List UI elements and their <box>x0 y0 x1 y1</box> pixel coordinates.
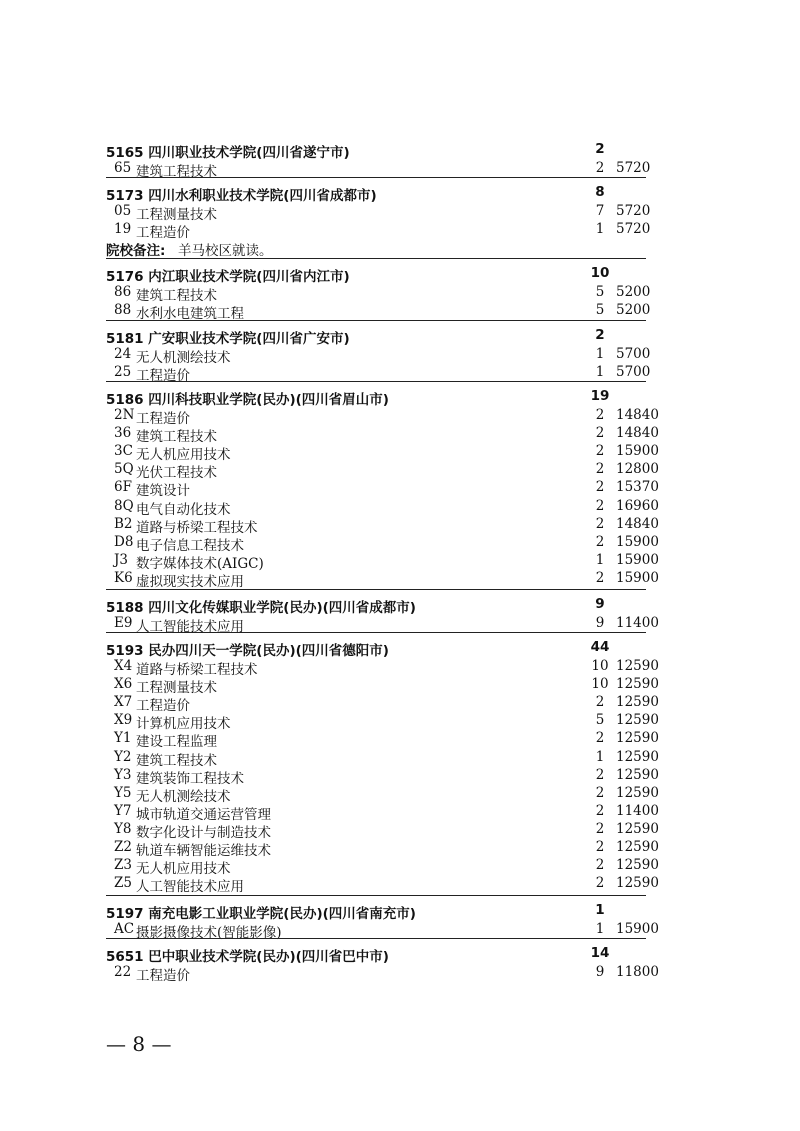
major-code: Z2 <box>114 839 132 855</box>
major-row <box>106 551 666 572</box>
school-header <box>106 264 646 284</box>
major-tuition: 11400 <box>616 802 659 819</box>
major-tuition: 12590 <box>616 658 659 674</box>
major-code: 3C <box>114 443 133 460</box>
major-code: AC <box>114 921 135 937</box>
major-code: X4 <box>114 658 133 674</box>
major-code: Y7 <box>114 802 132 819</box>
school-total-plan: 8 <box>595 184 605 200</box>
school-header <box>106 901 646 921</box>
major-name: 数字媒体技术(AIGC) <box>136 555 264 572</box>
major-plan: 1 <box>595 364 605 381</box>
major-code: 8Q <box>114 497 134 514</box>
remark-label: 院校备注: <box>106 243 166 260</box>
major-tuition: 11400 <box>616 615 659 631</box>
school-total-plan: 1 <box>595 902 605 918</box>
major-row <box>106 497 666 518</box>
major-row <box>106 442 666 464</box>
major-name: 道路与桥梁工程技术 <box>136 519 258 536</box>
school-name: 5193 民办四川天一学院(民办)(四川省德阳市) <box>106 643 389 659</box>
major-row <box>106 838 666 859</box>
major-plan: 2 <box>595 569 605 586</box>
major-tuition: 16960 <box>616 497 659 514</box>
school-total-plan: 14 <box>590 945 610 961</box>
major-tuition: 5720 <box>616 160 651 176</box>
major-name: 虚拟现实技术应用 <box>136 573 244 590</box>
major-row <box>106 693 666 715</box>
major-tuition: 12590 <box>616 676 659 693</box>
major-plan: 2 <box>595 425 605 442</box>
school-name: 5197 南充电影工业职业学院(民办)(四川省南充市) <box>106 906 416 922</box>
school-name: 5181 广安职业技术学院(四川省广安市) <box>106 331 350 347</box>
major-tuition: 15900 <box>616 921 659 937</box>
major-code: K6 <box>114 569 133 586</box>
major-row <box>106 802 666 823</box>
major-tuition: 11800 <box>616 964 659 980</box>
major-row <box>106 748 666 769</box>
major-tuition: 12590 <box>616 694 659 711</box>
major-row <box>106 675 666 697</box>
school-name: 5188 四川文化传媒职业学院(民办)(四川省成都市) <box>106 600 416 616</box>
major-tuition: 5200 <box>616 302 651 319</box>
major-code: 65 <box>114 160 132 176</box>
major-plan: 2 <box>595 160 605 176</box>
major-code: 88 <box>114 302 132 319</box>
major-name: 建筑设计 <box>136 483 190 500</box>
major-name: 无人机测绘技术 <box>136 350 231 366</box>
major-tuition: 14840 <box>616 515 659 532</box>
remark-text: 羊马校区就读。 <box>178 243 273 260</box>
major-plan: 2 <box>595 515 605 532</box>
school-divider <box>106 938 646 939</box>
major-plan: 5 <box>595 302 605 319</box>
major-name: 计算机应用技术 <box>136 716 231 733</box>
major-name: 建筑工程技术 <box>136 752 217 769</box>
major-name: 无人机测绘技术 <box>136 788 231 805</box>
major-plan: 2 <box>595 784 605 801</box>
major-row <box>106 301 666 323</box>
major-code: 05 <box>114 203 132 219</box>
major-row <box>106 460 666 482</box>
major-row <box>106 569 666 590</box>
major-plan: 2 <box>595 857 605 874</box>
major-row <box>106 856 666 878</box>
major-name: 工程造价 <box>136 411 190 427</box>
major-tuition: 5700 <box>616 364 651 381</box>
major-code: 6F <box>114 479 132 496</box>
major-plan: 5 <box>595 284 605 300</box>
major-plan: 2 <box>595 820 605 837</box>
major-plan: 2 <box>595 694 605 711</box>
major-row <box>106 363 666 385</box>
major-plan: 7 <box>595 203 605 219</box>
major-row <box>106 345 666 366</box>
major-code: Y5 <box>114 784 132 801</box>
school-header <box>106 140 646 160</box>
major-code: 2N <box>114 407 135 423</box>
major-plan: 1 <box>595 221 605 238</box>
major-plan: 5 <box>595 712 605 729</box>
major-plan: 2 <box>595 497 605 514</box>
school-total-plan: 2 <box>595 327 605 343</box>
major-tuition: 12590 <box>616 784 659 801</box>
major-tuition: 12590 <box>616 748 659 765</box>
major-code: 24 <box>114 346 132 362</box>
major-plan: 1 <box>595 346 605 362</box>
major-code: Y1 <box>114 730 132 747</box>
major-row <box>106 920 666 941</box>
major-plan: 2 <box>595 407 605 423</box>
major-tuition: 12590 <box>616 820 659 837</box>
major-code: 19 <box>114 221 132 238</box>
major-row <box>106 614 666 635</box>
school-total-plan: 19 <box>590 388 610 404</box>
major-name: 数字化设计与制造技术 <box>136 824 271 841</box>
major-tuition: 14840 <box>616 407 659 423</box>
school-total-plan: 44 <box>590 639 610 655</box>
major-code: X9 <box>114 712 133 729</box>
major-name: 建筑工程技术 <box>136 164 217 180</box>
major-code: Y2 <box>114 748 132 765</box>
major-code: 22 <box>114 964 132 980</box>
major-plan: 2 <box>595 479 605 496</box>
major-code: Y3 <box>114 766 132 783</box>
major-name: 建筑装饰工程技术 <box>136 770 244 787</box>
major-name: 道路与桥梁工程技术 <box>136 662 258 678</box>
major-name: 摄影摄像技术(智能影像) <box>136 925 282 941</box>
major-tuition: 12590 <box>616 712 659 729</box>
major-row <box>106 406 666 427</box>
school-total-plan: 9 <box>595 596 605 612</box>
major-code: J3 <box>114 551 129 568</box>
major-name: 工程造价 <box>136 225 190 242</box>
school-remark <box>106 238 646 260</box>
major-name: 工程造价 <box>136 368 190 385</box>
major-code: X7 <box>114 694 133 711</box>
major-row <box>106 515 666 536</box>
major-plan: 2 <box>595 766 605 783</box>
major-code: 86 <box>114 284 132 300</box>
major-code: 25 <box>114 364 132 381</box>
major-code: Y8 <box>114 820 132 837</box>
major-tuition: 5700 <box>616 346 651 362</box>
major-row <box>106 283 666 304</box>
major-row <box>106 424 666 446</box>
school-header <box>106 183 646 203</box>
major-row <box>106 820 666 841</box>
major-code: E9 <box>114 615 133 631</box>
major-code: X6 <box>114 676 133 693</box>
major-plan: 1 <box>595 921 605 937</box>
major-name: 工程造价 <box>136 698 190 715</box>
school-name: 5165 四川职业技术学院(四川省遂宁市) <box>106 145 350 161</box>
major-tuition: 15900 <box>616 551 659 568</box>
school-total-plan: 10 <box>590 265 610 281</box>
major-name: 工程造价 <box>136 968 190 984</box>
major-code: Z5 <box>114 875 132 892</box>
major-plan: 2 <box>595 802 605 819</box>
school-divider <box>106 177 646 178</box>
major-tuition: 12590 <box>616 857 659 874</box>
school-divider <box>106 381 646 382</box>
major-name: 工程测量技术 <box>136 680 217 697</box>
major-name: 电气自动化技术 <box>136 501 231 518</box>
major-name: 人工智能技术应用 <box>136 879 244 896</box>
major-name: 电子信息工程技术 <box>136 537 244 554</box>
major-tuition: 15370 <box>616 479 659 496</box>
major-tuition: 15900 <box>616 569 659 586</box>
major-plan: 9 <box>595 615 605 631</box>
major-row <box>106 874 666 896</box>
major-plan: 10 <box>591 676 609 693</box>
major-tuition: 14840 <box>616 425 659 442</box>
major-tuition: 12590 <box>616 839 659 855</box>
major-name: 无人机应用技术 <box>136 861 231 878</box>
school-divider <box>106 589 646 590</box>
school-divider <box>106 632 646 633</box>
major-name: 建筑工程技术 <box>136 288 217 304</box>
school-name: 5186 四川科技职业学院(民办)(四川省眉山市) <box>106 392 389 408</box>
school-header <box>106 387 646 407</box>
major-row <box>106 963 666 984</box>
major-row <box>106 159 666 180</box>
school-total-plan: 2 <box>595 141 605 157</box>
major-name: 建筑工程技术 <box>136 429 217 446</box>
major-row <box>106 657 666 678</box>
major-row <box>106 202 666 223</box>
page-number: — 8 — <box>106 1032 172 1056</box>
major-code: Z3 <box>114 857 132 874</box>
major-tuition: 5720 <box>616 221 651 238</box>
major-plan: 2 <box>595 730 605 747</box>
major-tuition: 5720 <box>616 203 651 219</box>
school-divider <box>106 320 646 321</box>
major-plan: 2 <box>595 875 605 892</box>
major-plan: 9 <box>595 964 605 980</box>
major-plan: 2 <box>595 533 605 550</box>
major-name: 工程测量技术 <box>136 207 217 223</box>
school-header <box>106 638 646 658</box>
major-code: 36 <box>114 425 132 442</box>
school-header <box>106 595 646 615</box>
major-tuition: 5200 <box>616 284 651 300</box>
major-code: B2 <box>114 515 133 532</box>
major-plan: 10 <box>591 658 609 674</box>
major-name: 光伏工程技术 <box>136 465 217 482</box>
school-name: 5176 内江职业技术学院(四川省内江市) <box>106 269 350 285</box>
major-row <box>106 478 666 500</box>
major-name: 轨道车辆智能运维技术 <box>136 843 271 859</box>
school-header <box>106 944 646 964</box>
major-plan: 2 <box>595 461 605 478</box>
major-row <box>106 220 666 242</box>
major-row <box>106 784 666 805</box>
major-tuition: 15900 <box>616 533 659 550</box>
major-name: 城市轨道交通运营管理 <box>136 806 271 823</box>
school-name: 5651 巴中职业技术学院(民办)(四川省巴中市) <box>106 949 389 965</box>
major-plan: 2 <box>595 839 605 855</box>
major-plan: 2 <box>595 443 605 460</box>
major-code: D8 <box>114 533 134 550</box>
major-row <box>106 729 666 751</box>
major-tuition: 12800 <box>616 461 659 478</box>
major-row <box>106 533 666 554</box>
major-name: 无人机应用技术 <box>136 447 231 464</box>
major-plan: 1 <box>595 551 605 568</box>
major-name: 人工智能技术应用 <box>136 619 244 635</box>
school-header <box>106 326 646 346</box>
major-row <box>106 766 666 787</box>
school-name: 5173 四川水利职业技术学院(四川省成都市) <box>106 188 377 204</box>
major-name: 建设工程监理 <box>136 734 217 751</box>
major-tuition: 12590 <box>616 730 659 747</box>
school-divider <box>106 895 646 896</box>
major-tuition: 12590 <box>616 875 659 892</box>
major-name: 水利水电建筑工程 <box>136 306 244 323</box>
major-row <box>106 711 666 733</box>
major-tuition: 12590 <box>616 766 659 783</box>
major-plan: 1 <box>595 748 605 765</box>
school-divider <box>106 258 646 259</box>
major-code: 5Q <box>114 461 134 478</box>
major-tuition: 15900 <box>616 443 659 460</box>
